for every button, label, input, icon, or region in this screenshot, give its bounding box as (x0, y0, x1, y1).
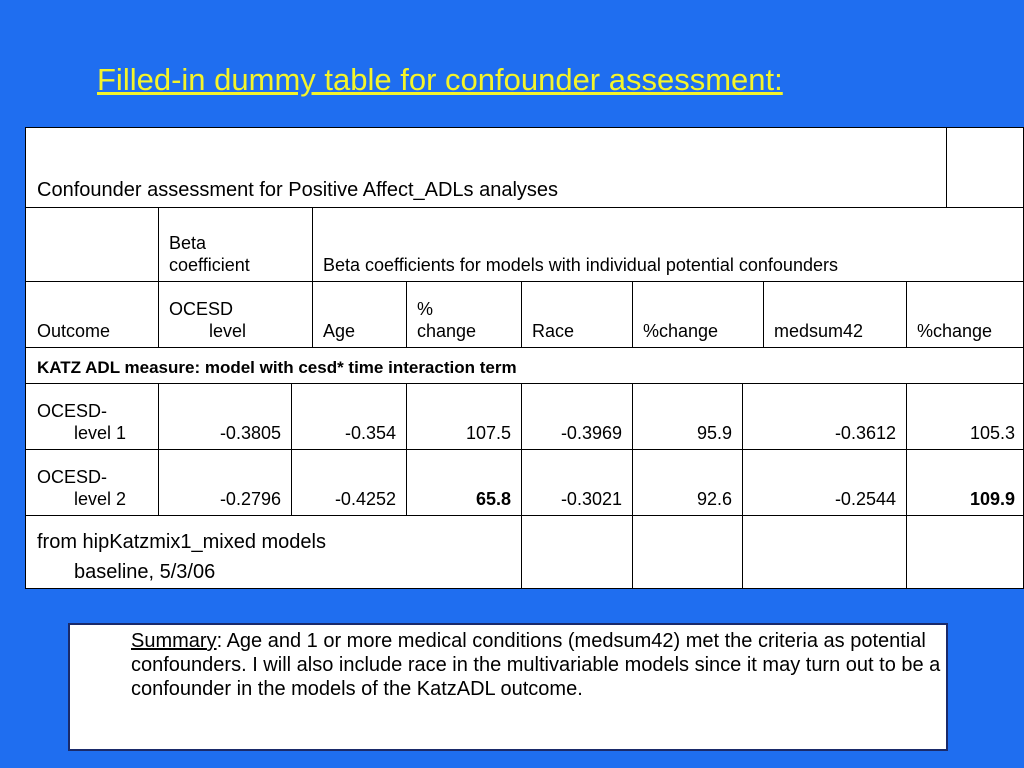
beta-header-line2: coefficient (169, 255, 250, 275)
age-pct-value: 107.5 (465, 423, 511, 443)
age-cell (291, 450, 406, 515)
source-line1: from hipKatzmix1_mixed models (37, 531, 326, 553)
table-caption: Confounder assessment for Positive Affect_ADLs analyses (37, 179, 559, 201)
row-label-line2: level 1 (74, 423, 127, 443)
beta-value: -0.3805 (219, 423, 281, 443)
table-row (26, 384, 1024, 450)
empty-cell (632, 516, 742, 589)
race-header-cell (521, 282, 632, 347)
medsum-value: -0.2544 (834, 489, 896, 509)
summary-box (68, 623, 948, 751)
age-value: -0.354 (344, 423, 396, 443)
beta-cell (158, 384, 291, 449)
header-row-1 (26, 208, 1024, 282)
row-label-cell (26, 450, 158, 515)
individual-confounders-header: Beta coefficients for models with individual potential confounders (323, 255, 838, 275)
race-header: Race (532, 321, 575, 341)
beta-header-cell (158, 208, 312, 281)
empty-cell (742, 516, 906, 589)
confounder-table (25, 127, 1024, 589)
empty-cell (906, 516, 1024, 589)
pct-header-line2: change (417, 321, 477, 341)
beta-header-line1: Beta (169, 233, 207, 253)
race-pct-header: %change (643, 321, 719, 341)
medsum-pct-cell (906, 384, 1024, 449)
beta-cell (158, 450, 291, 515)
pct-header-line1: % (417, 299, 434, 319)
row-label-line1: OCESD- (37, 467, 108, 487)
race-pct-cell (632, 450, 742, 515)
race-cell (521, 450, 632, 515)
individual-confounders-header-cell (312, 208, 1024, 281)
medsum-header-cell (763, 282, 906, 347)
empty-cell (26, 208, 158, 281)
race-cell (521, 384, 632, 449)
outcome-header-cell (26, 282, 158, 347)
age-cell (291, 384, 406, 449)
ocesd-header-line1: OCESD (169, 299, 234, 319)
age-pct-cell (406, 384, 521, 449)
medsum-pct-header-cell (906, 282, 1024, 347)
medsum-pct-value: 109.9 (969, 489, 1015, 509)
race-pct-header-cell (632, 282, 763, 347)
race-value: -0.3969 (560, 423, 622, 443)
section-label: KATZ ADL measure: model with cesd* time interaction term (37, 358, 517, 377)
source-row (26, 516, 1024, 589)
slide-title: Filled-in dummy table for confounder assessment: (97, 62, 783, 97)
ocesd-header-cell (158, 282, 312, 347)
empty-cell (521, 516, 632, 589)
row-label-cell (26, 384, 158, 449)
medsum-pct-header: %change (917, 321, 993, 341)
summary-body: : Age and 1 or more medical conditions (medsum42) met the criteria as potential confounders. I will also include race in the multivariable models since it may turn out to be a confounder in the models of the KatzADL outcome. (131, 630, 941, 700)
empty-cell (946, 128, 1024, 207)
medsum-cell (742, 450, 906, 515)
age-value: -0.4252 (334, 489, 396, 509)
ocesd-header-line2: level (209, 321, 247, 341)
race-pct-value: 95.9 (696, 423, 732, 443)
race-pct-value: 92.6 (696, 489, 732, 509)
age-header-cell (312, 282, 406, 347)
age-header: Age (323, 321, 356, 341)
table-row (26, 450, 1024, 516)
summary-text (131, 629, 946, 701)
summary-label: Summary (131, 630, 217, 652)
medsum-pct-value: 105.3 (969, 423, 1015, 443)
row-label-line2: level 2 (74, 489, 127, 509)
medsum-value: -0.3612 (834, 423, 896, 443)
section-cell (26, 348, 1024, 383)
age-pct-value: 65.8 (475, 489, 511, 509)
section-row (26, 348, 1024, 384)
row-label-line1: OCESD- (37, 401, 108, 421)
race-value: -0.3021 (560, 489, 622, 509)
medsum-cell (742, 384, 906, 449)
beta-value: -0.2796 (219, 489, 281, 509)
outcome-header: Outcome (37, 321, 111, 341)
age-pct-header-cell (406, 282, 521, 347)
source-line2: baseline, 5/3/06 (74, 561, 216, 583)
medsum-header: medsum42 (774, 321, 864, 341)
header-row-2 (26, 282, 1024, 348)
race-pct-cell (632, 384, 742, 449)
table-caption-cell (26, 128, 946, 207)
source-cell (26, 516, 521, 589)
medsum-pct-cell (906, 450, 1024, 515)
age-pct-cell (406, 450, 521, 515)
table-caption-row (26, 128, 1024, 208)
